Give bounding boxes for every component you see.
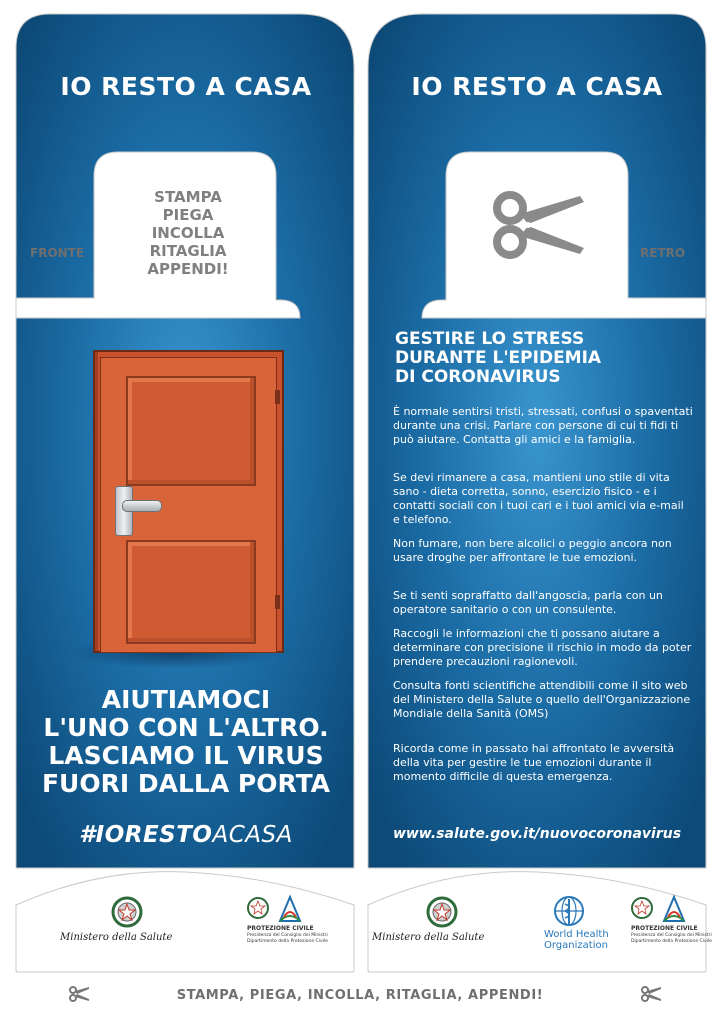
protezione-civile-text: PROTEZIONE CIVILE xyxy=(247,925,314,932)
advice-paragraph: Consulta fonti scientifiche attendibili come il sito web del Ministero della Salute o quello dell'Organizzazione Mondiale della Sanità (OMS) xyxy=(393,679,691,720)
hashtag-bold: #IORESTO xyxy=(79,822,213,848)
advice-paragraph: Se devi rimanere a casa, mantieni uno stile di vita sano - dieta corretta, sonno, esercizio fisico - e i contatti sociali con i tuoi cari e i tuoi amici via e-mail e telefono. xyxy=(393,471,684,526)
advice-paragraph: Raccogli le informazioni che ti possano aiutare a determinare con precisione il rischio in modo da poter prendere precauzioni ragionevoli. xyxy=(393,627,692,668)
scissors-icon xyxy=(488,190,588,260)
advice-paragraph: È normale sentirsi tristi, stressati, confusi o spaventati durante una crisi. Parlare con persone di cui ti fidi ti può aiutare. Contatta gli amici e la famiglia. xyxy=(393,405,693,446)
protezione-civile-sub: Presidenza del Consiglio dei Ministri Dipartimento della Protezione Civile xyxy=(631,933,712,944)
slogan-line: FUORI DALLA PORTA xyxy=(41,769,331,798)
slogan-line: AIUTIAMOCI xyxy=(101,685,271,714)
instruction-line: INCOLLA xyxy=(151,224,225,242)
advice-paragraph: Ricorda come in passato hai affrontato le avversità della vita per gestire le tue emozioni durante il momento difficile di questa emergenza. xyxy=(393,742,675,783)
scissors-icon xyxy=(640,986,662,1002)
footer-instructions: STAMPA, PIEGA, INCOLLA, RITAGLIA, APPENDI! xyxy=(176,988,544,1003)
instruction-line: RITAGLIA xyxy=(149,242,227,260)
italian-emblem-icon xyxy=(425,895,459,929)
instruction-line: PIEGA xyxy=(162,206,214,224)
advice-paragraph: Se ti senti sopraffatto dall'angoscia, parla con un operatore sanitario o con un consulente. xyxy=(393,589,663,616)
protezione-civile-logo xyxy=(630,893,690,923)
door-handle xyxy=(122,500,162,512)
advice-paragraph: Non fumare, non bere alcolici o peggio ancora non usare droghe per affrontare le tue emozioni. xyxy=(393,537,672,564)
front-side-label: FRONTE xyxy=(30,246,85,260)
door-hinge xyxy=(275,390,280,404)
front-hashtag xyxy=(26,822,346,848)
ministry-logo-text: Ministero della Salute xyxy=(372,932,485,943)
italian-emblem-icon xyxy=(110,895,144,929)
door-panel-top xyxy=(126,376,256,486)
who-emblem-icon xyxy=(552,894,586,928)
scissors-icon xyxy=(68,986,90,1002)
instruction-line: STAMPA xyxy=(154,188,222,206)
back-title: IO RESTO A CASA xyxy=(411,72,663,101)
website-link[interactable]: www.salute.gov.it/nuovocoronavirus xyxy=(392,826,682,842)
slogan-line: L'UNO CON L'ALTRO. xyxy=(43,713,329,742)
protezione-civile-sub: Presidenza del Consiglio dei Ministri Dipartimento della Protezione Civile xyxy=(247,933,328,944)
front-instructions xyxy=(118,188,258,278)
protezione-civile-logo xyxy=(246,893,306,923)
hashtag-thin: ACASA xyxy=(212,822,293,848)
instruction-line: APPENDI! xyxy=(147,260,229,278)
slogan-line: LASCIAMO IL VIRUS xyxy=(48,741,324,770)
who-logo-text: World Health Organization xyxy=(544,929,609,951)
back-side-label: RETRO xyxy=(640,246,686,260)
door-panel-bottom xyxy=(126,540,256,644)
front-slogan xyxy=(26,686,346,798)
ministry-logo-text: Ministero della Salute xyxy=(60,932,173,943)
protezione-civile-text: PROTEZIONE CIVILE xyxy=(631,925,698,932)
front-title: IO RESTO A CASA xyxy=(60,72,312,101)
back-heading: GESTIRE LO STRESS DURANTE L'EPIDEMIA DI CORONAVIRUS xyxy=(395,329,602,387)
door-hinge xyxy=(275,595,280,609)
